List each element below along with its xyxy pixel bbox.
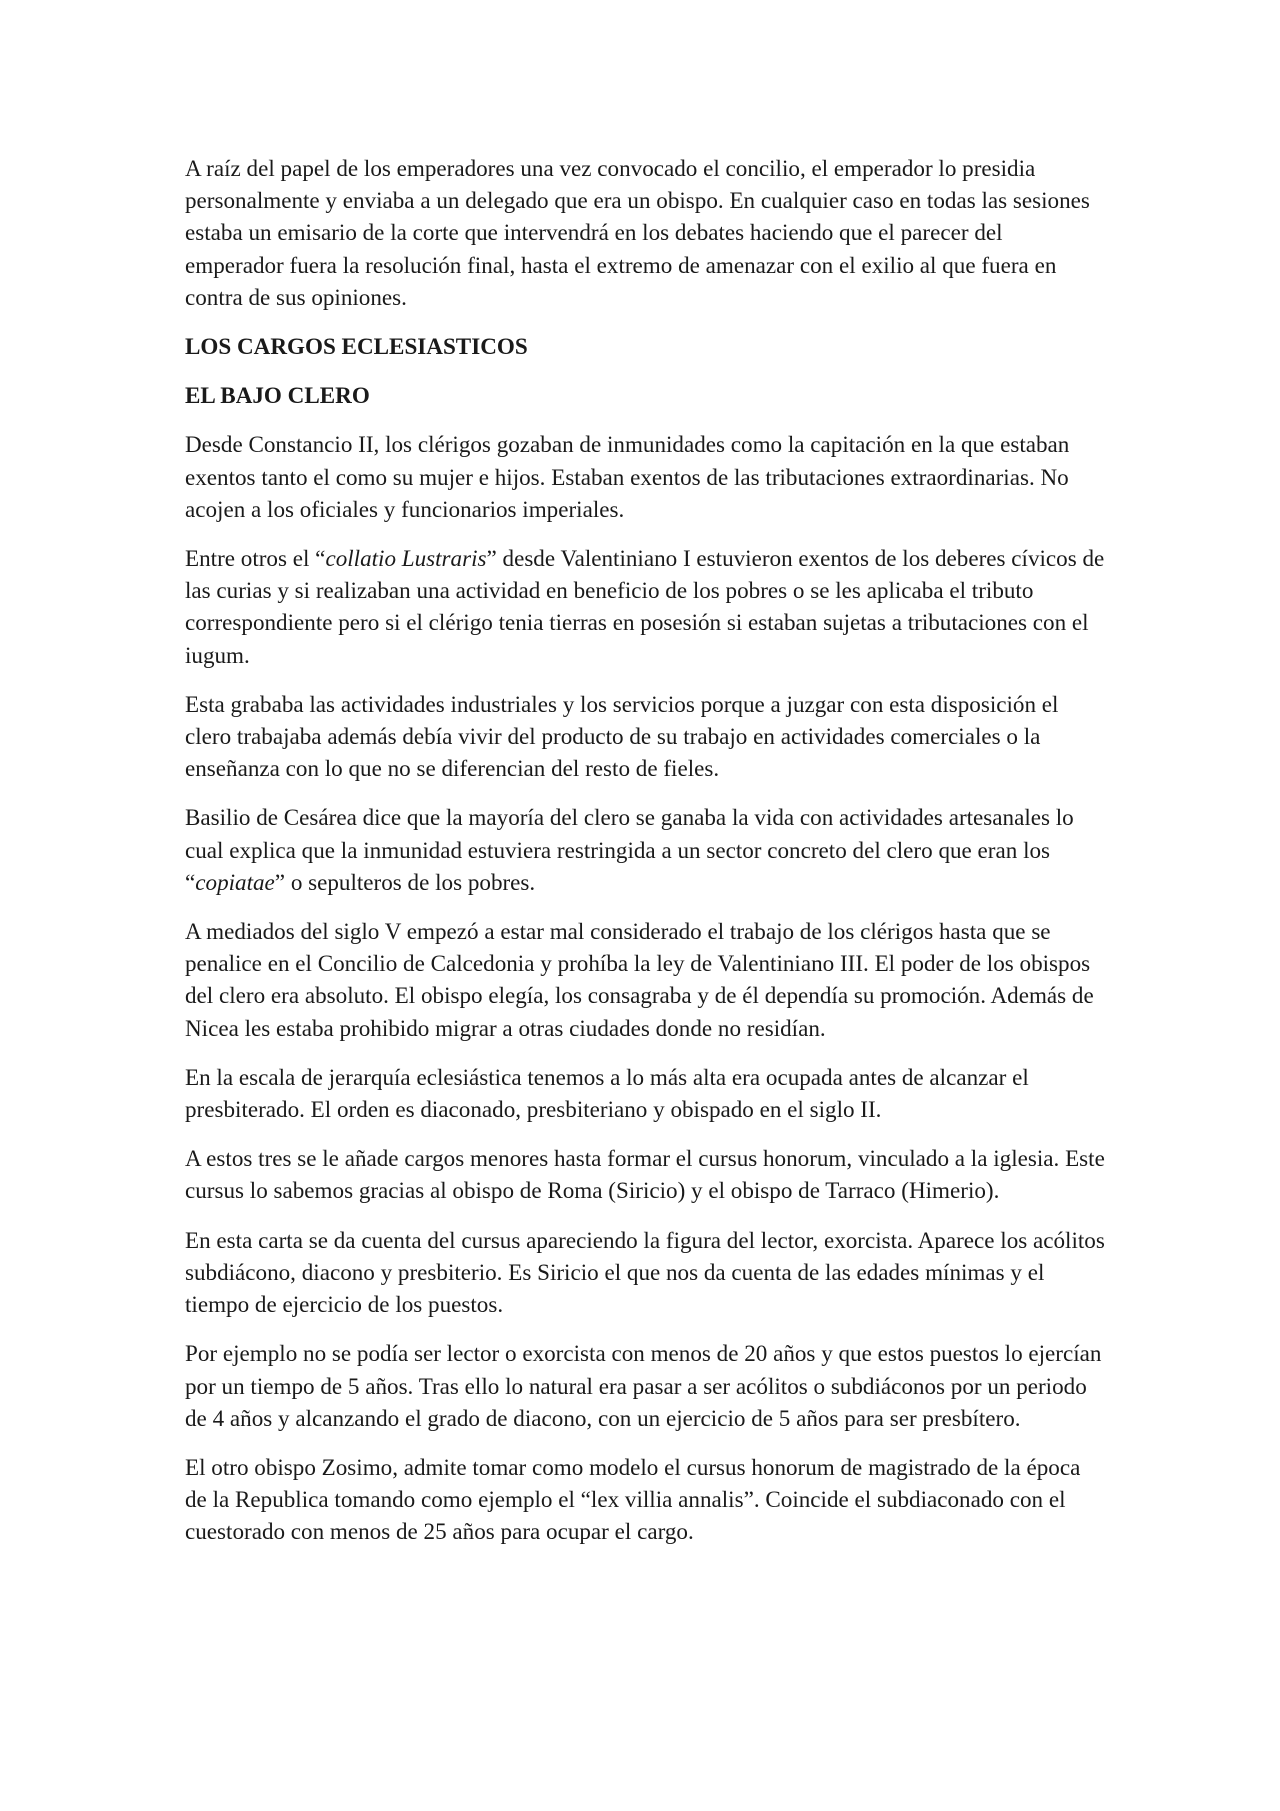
paragraph-basilio [185, 801, 1105, 898]
paragraph-constancio: Desde Constancio II, los clérigos gozaban de inmunidades como la capitación en la que estaban exentos tanto el como su mujer e hijos. Estaban exentos de las tributaciones extraordinarias. No acojen a los oficiales y funcionarios imperiales. [185, 431, 1070, 522]
paragraph-ejemplo: Por ejemplo no se podía ser lector o exorcista con menos de 20 años y que estos puestos lo ejercían por un tiempo de 5 años. Tras ello lo natural era pasar a ser acólitos o subdiáconos por un periodo de 4 años y alcanzando el grado de diacono, con un ejercicio de 5 años para ser presbítero. [185, 1340, 1102, 1431]
document-body [185, 152, 1105, 1565]
paragraph-collatio-italic: collatio Lustraris [325, 545, 487, 572]
heading-bajo-clero: EL BAJO CLERO [185, 382, 370, 409]
paragraph-actividades: Esta grababa las actividades industriales y los servicios porque a juzgar con esta disposición el clero trabajaba además debía vivir del producto de su trabajo en actividades comerciales o la enseñanza con lo que no se diferencian del resto de fieles. [185, 690, 1059, 782]
paragraph-collatio-start: Entre otros el “ [185, 545, 326, 572]
paragraph-emperor-council: A raíz del papel de los emperadores una vez convocado el concilio, el emperador lo presidia personalmente y enviaba a un delegado que era un obispo. En cualquier caso en todas las sesiones estaba un emisario de la corte que intervendrá en los debates haciendo que el parecer del emperador fuera la resolución final, hasta el extremo de amenazar con el exilio al que fuera en contra de sus opiniones. [185, 155, 1090, 310]
paragraph-cursus-honorum: A estos tres se le añade cargos menores hasta formar el cursus honorum, vinculado a la iglesia. Este cursus lo sabemos gracias al obispo de Roma (Siricio) y el obispo de Tarraco (Himerio). [185, 1145, 1105, 1204]
heading-cargos-eclesiasticos: LOS CARGOS ECLESIASTICOS [185, 333, 528, 360]
paragraph-jerarquia: En la escala de jerarquía eclesiástica tenemos a lo más alta era ocupada antes de alcanzar el presbiterado. El orden es diaconado, presbiteriano y obispado en el siglo II. [185, 1063, 1029, 1123]
paragraph-basilio-start: Basilio de Cesárea dice que la mayoría del clero se ganaba la vida con actividades artesanales lo cual explica que la inmunidad estuviera restringida a un sector concreto del clero que eran los “ [185, 804, 1074, 895]
paragraph-collatio [185, 542, 1105, 671]
paragraph-carta: En esta carta se da cuenta del cursus apareciendo la figura del lector, exorcista. Aparece los acólitos subdiácono, diacono y presbiterio. Es Siricio el que nos da cuenta de las edades mínimas y el tiempo de ejercicio de los puestos. [185, 1226, 1105, 1318]
paragraph-zosimo: El otro obispo Zosimo, admite tomar como modelo el cursus honorum de magistrado de la época de la Republica tomando como ejemplo el “lex villia annalis”. Coincide el subdiaconado con el cuestorado con menos de 25 años para ocupar el cargo. [185, 1453, 1081, 1545]
paragraph-siglo-v: A mediados del siglo V empezó a estar mal considerado el trabajo de los clérigos hasta que se penalice en el Concilio de Calcedonia y prohíba la ley de Valentiniano III. El poder de los obispos del clero era absoluto. El obispo elegía, los consagraba y de él dependía su promoción. Además de Nicea les estaba prohibido migrar a otras ciudades donde no residían. [185, 918, 1094, 1041]
paragraph-basilio-italic: copiatae [195, 868, 275, 895]
paragraph-basilio-end: ” o sepulteros de los pobres. [274, 868, 536, 895]
paragraph-collatio-end: ” desde Valentiniano I estuvieron exentos de los deberes cívicos de las curias y si realizaban una actividad en beneficio de los pobres o se les aplicaba el tributo correspondiente pero si el clérigo tenia tierras en posesión si estaban sujetas a tributaciones con el iugum. [185, 545, 1105, 668]
